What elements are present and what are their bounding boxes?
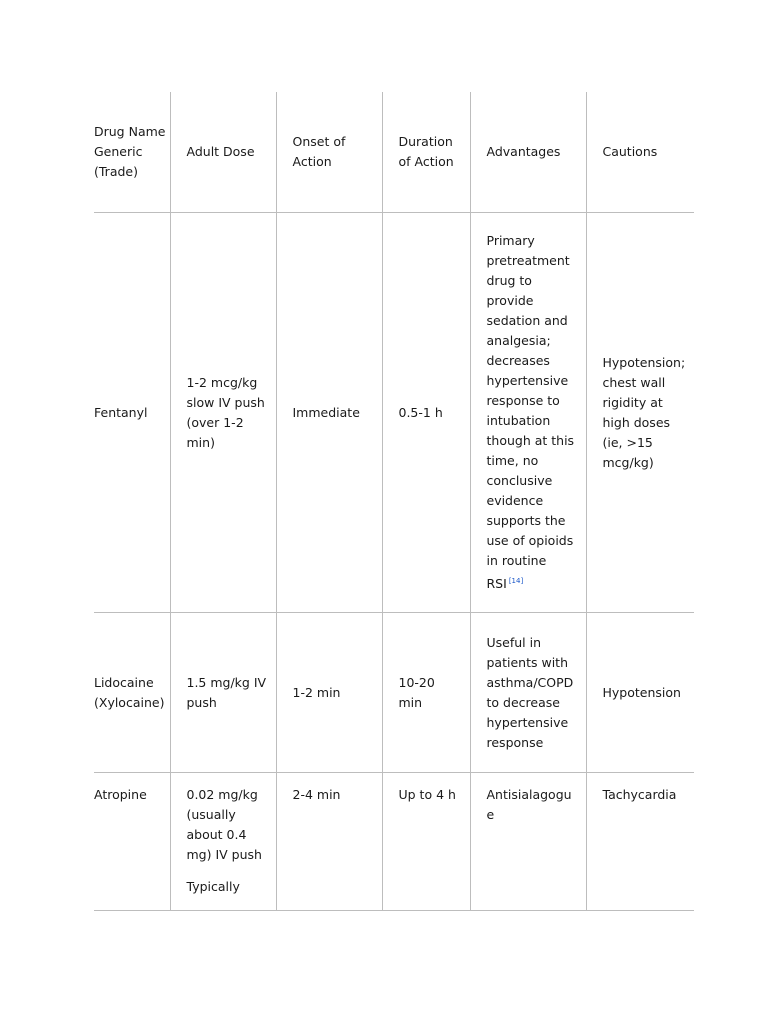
table-header-row	[94, 92, 694, 213]
advantages-cell: Antisialagogue	[470, 773, 586, 911]
drug-name-cell: Lidocaine (Xylocaine)	[94, 613, 170, 773]
advantages-cell: Useful in patients with asthma/COPD to decrease hypertensive response	[470, 613, 586, 773]
dose-cell	[170, 773, 276, 911]
header-duration: Duration of Action	[382, 92, 470, 213]
advantages-text: Primary pretreatment drug to provide sedation and analgesia; decreases hypertensive response to intubation though at this time, no conclusive evidence supports the use of opioids in routine RSI	[486, 233, 575, 591]
header-onset: Onset of Action	[276, 92, 382, 213]
dose-cell: 1.5 mg/kg IV push	[170, 613, 276, 773]
cautions-cell: Tachycardia	[586, 773, 694, 911]
drug-table	[94, 92, 694, 911]
header-advantages: Advantages	[470, 92, 586, 213]
duration-cell: 0.5-1 h	[382, 213, 470, 613]
dose-text: 0.02 mg/kg (usually about 0.4 mg) IV push	[186, 787, 262, 862]
duration-cell: Up to 4 h	[382, 773, 470, 911]
header-drug-name: Drug Name Generic (Trade)	[94, 92, 170, 213]
header-cautions: Cautions	[586, 92, 694, 213]
onset-cell: Immediate	[276, 213, 382, 613]
duration-cell: 10-20 min	[382, 613, 470, 773]
table-row	[94, 613, 694, 773]
drug-name-cell: Fentanyl	[94, 213, 170, 613]
table-row	[94, 773, 694, 911]
cautions-cell: Hypotension	[586, 613, 694, 773]
drug-name-cell: Atropine	[94, 773, 170, 911]
header-adult-dose: Adult Dose	[170, 92, 276, 213]
reference-link[interactable]: [14]	[508, 577, 524, 585]
onset-cell: 2-4 min	[276, 773, 382, 911]
advantages-cell	[470, 213, 586, 613]
onset-cell: 1-2 min	[276, 613, 382, 773]
dose-extra-text: Typically	[186, 879, 240, 894]
dose-cell: 1-2 mcg/kg slow IV push (over 1-2 min)	[170, 213, 276, 613]
table-row	[94, 213, 694, 613]
cautions-cell: Hypotension; chest wall rigidity at high doses (ie, >15 mcg/kg)	[586, 213, 694, 613]
